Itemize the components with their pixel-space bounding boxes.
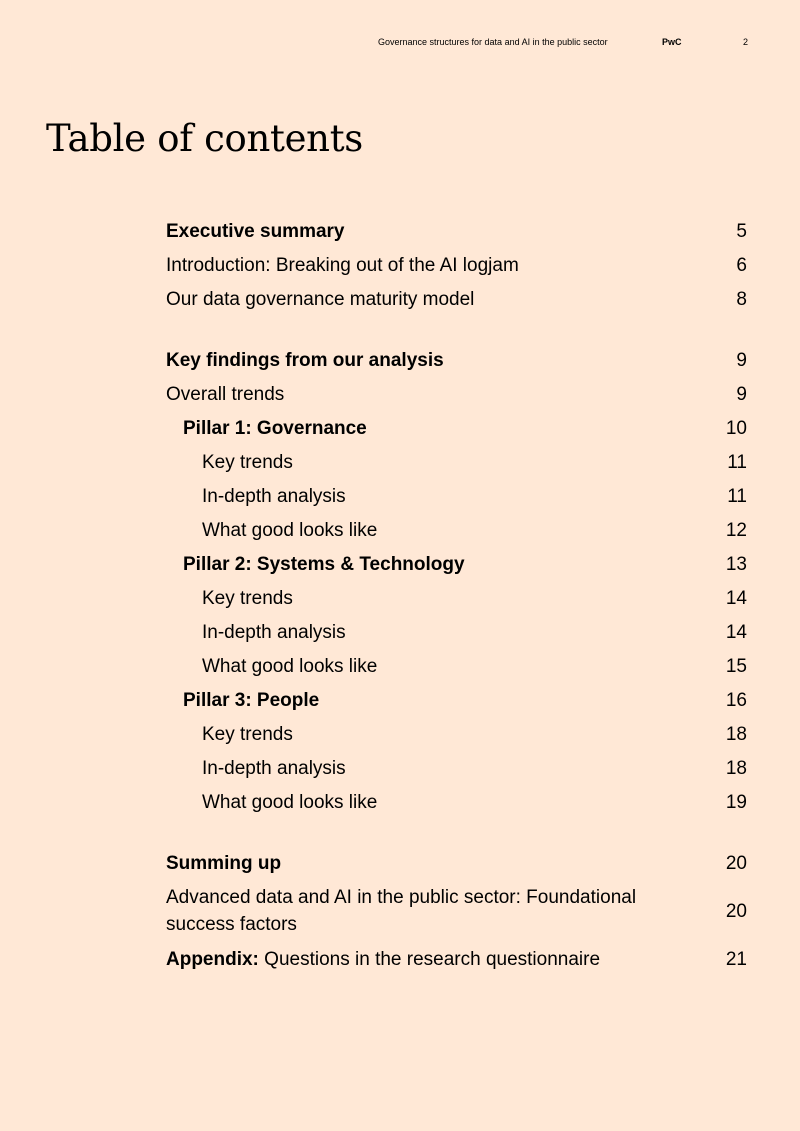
page-title: Table of contents (46, 117, 363, 160)
toc-entry-pillar-3-in-depth[interactable] (166, 751, 747, 785)
toc-entry-label: Key findings from our analysis (166, 349, 444, 371)
toc-entry-pillar-3-good-looks-like[interactable] (166, 785, 747, 819)
toc-entry-pillar-2-good-looks-like[interactable] (166, 649, 747, 683)
toc-entry-label: What good looks like (202, 791, 378, 813)
header-page-number: 2 (742, 37, 748, 47)
toc-entry-label: Introduction: Breaking out of the AI logjam (166, 254, 519, 276)
toc-entry-overall-trends[interactable] (166, 377, 747, 411)
toc-entry-summing-up[interactable] (166, 846, 747, 880)
toc-entry-key-findings[interactable] (166, 343, 747, 377)
toc-entry-pillar-1-good-looks-like[interactable] (166, 513, 747, 547)
toc-entry-label: Pillar 2: Systems & Technology (183, 553, 465, 575)
toc-entry-label: In-depth analysis (202, 621, 346, 643)
page-header (0, 36, 800, 48)
toc-entry-page: 18 (725, 757, 747, 779)
toc-entry-page: 20 (725, 900, 747, 922)
toc-entry-label: Executive summary (166, 220, 345, 242)
toc-entry-page: 15 (725, 655, 747, 677)
toc-entry-page: 11 (727, 451, 747, 473)
toc-entry-page: 11 (727, 485, 747, 507)
toc-entry-label: What good looks like (202, 655, 378, 677)
toc-entry-maturity-model[interactable] (166, 282, 747, 316)
toc-entry-prefix: Appendix: (166, 948, 259, 970)
toc-entry-page: 20 (725, 852, 747, 874)
toc-entry-label: Overall trends (166, 383, 285, 405)
toc-entry-introduction[interactable] (166, 248, 747, 282)
toc-entry-page: 9 (736, 383, 747, 405)
toc-entry-pillar-3-key-trends[interactable] (166, 717, 747, 751)
toc-entry-page: 8 (736, 288, 747, 310)
toc-entry-page: 10 (725, 417, 747, 439)
toc-entry-label: Key trends (202, 451, 293, 473)
toc-entry-page: 14 (725, 621, 747, 643)
toc-entry-page: 18 (725, 723, 747, 745)
header-document-title: Governance structures for data and AI in the public sector (378, 37, 608, 47)
toc-entry-page: 9 (736, 349, 747, 371)
toc-entry-page: 12 (725, 519, 747, 541)
toc-entry-label: Key trends (202, 587, 293, 609)
toc-entry-pillar-1[interactable] (166, 411, 747, 445)
toc-entry-page: 14 (725, 587, 747, 609)
toc-entry-page: 16 (725, 689, 747, 711)
toc-entry-label: Advanced data and AI in the public sector: Foundational success factors (166, 887, 637, 935)
toc-entry-pillar-2[interactable] (166, 547, 747, 581)
toc-entry-pillar-2-key-trends[interactable] (166, 581, 747, 615)
toc-entry-appendix[interactable] (166, 942, 747, 976)
toc-entry-page: 5 (736, 220, 747, 242)
toc-entry-label: Our data governance maturity model (166, 288, 475, 310)
toc-entry-label: Key trends (202, 723, 293, 745)
table-of-contents (166, 214, 747, 976)
toc-entry-success-factors[interactable] (166, 880, 747, 942)
toc-entry-label: Pillar 1: Governance (183, 417, 367, 439)
toc-entry-pillar-1-in-depth[interactable] (166, 479, 747, 513)
toc-entry-page: 19 (725, 791, 747, 813)
toc-entry-pillar-3[interactable] (166, 683, 747, 717)
toc-entry-label: What good looks like (202, 519, 378, 541)
toc-entry-label: In-depth analysis (202, 485, 346, 507)
toc-entry-label: Questions in the research questionnaire (264, 948, 601, 970)
toc-entry-executive-summary[interactable] (166, 214, 747, 248)
header-brand: PwC (662, 37, 682, 47)
toc-entry-label: Summing up (166, 852, 282, 874)
toc-entry-page: 21 (725, 948, 747, 970)
toc-entry-label: In-depth analysis (202, 757, 346, 779)
toc-entry-page: 6 (736, 254, 747, 276)
toc-entry-pillar-1-key-trends[interactable] (166, 445, 747, 479)
toc-entry-page: 13 (725, 553, 747, 575)
toc-entry-label-group (166, 946, 600, 973)
toc-entry-pillar-2-in-depth[interactable] (166, 615, 747, 649)
toc-entry-label: Pillar 3: People (183, 689, 320, 711)
